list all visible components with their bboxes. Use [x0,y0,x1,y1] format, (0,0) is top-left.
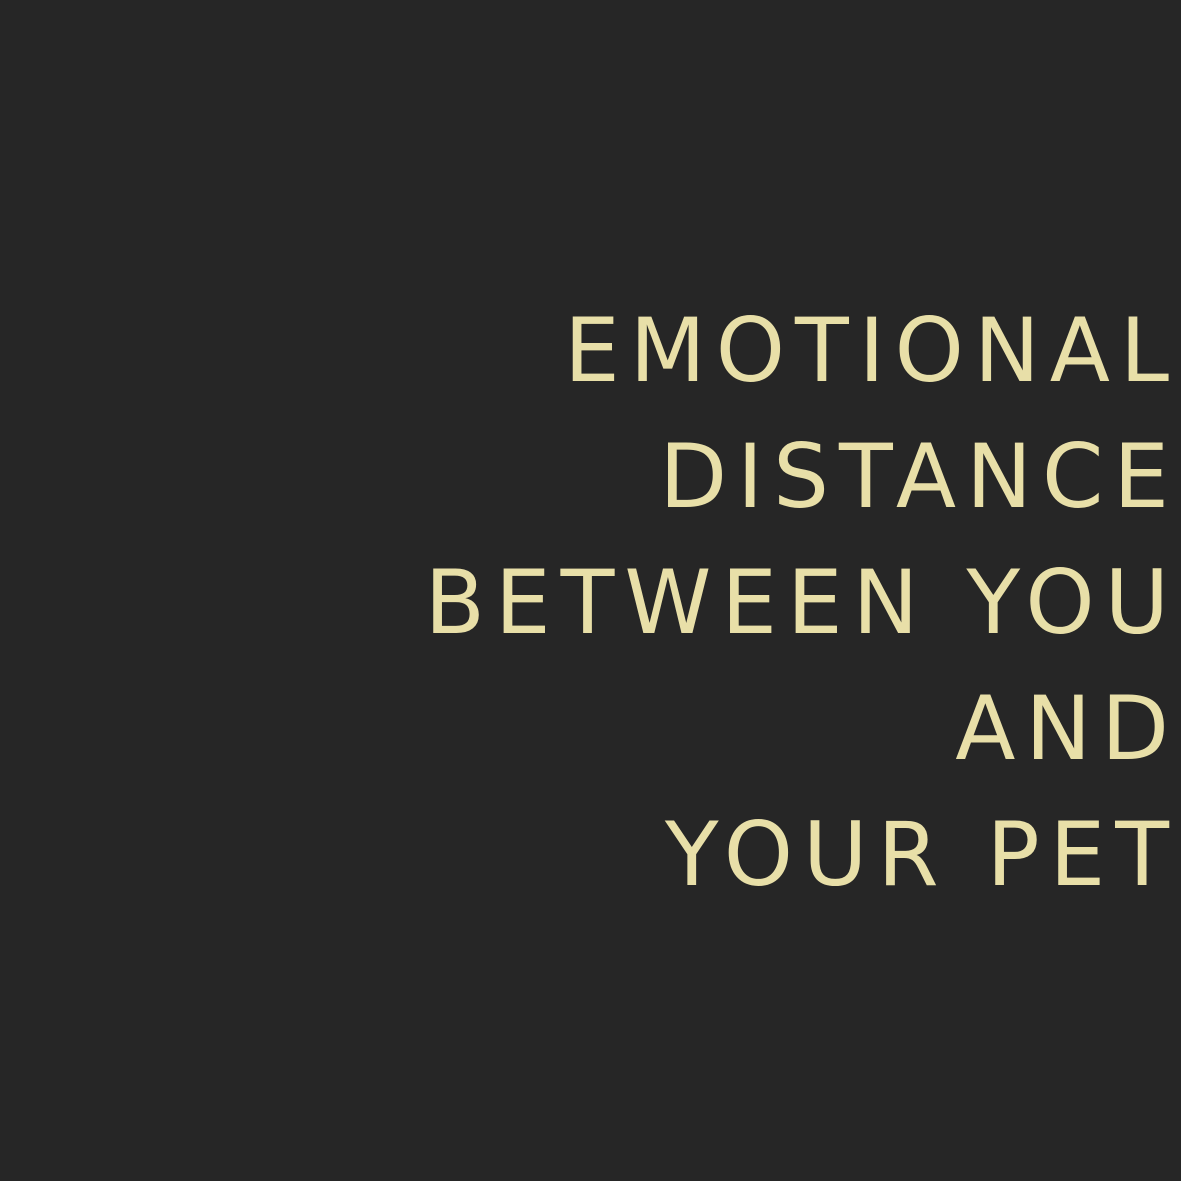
headline [379,288,1179,918]
headline-line-2: DISTANCE [659,425,1179,528]
headline-line-5: YOUR PET [664,803,1179,906]
headline-line-4: AND [955,677,1179,780]
headline-line-3: BETWEEN YOU [424,551,1179,654]
headline-line-1: EMOTIONAL [564,299,1179,402]
